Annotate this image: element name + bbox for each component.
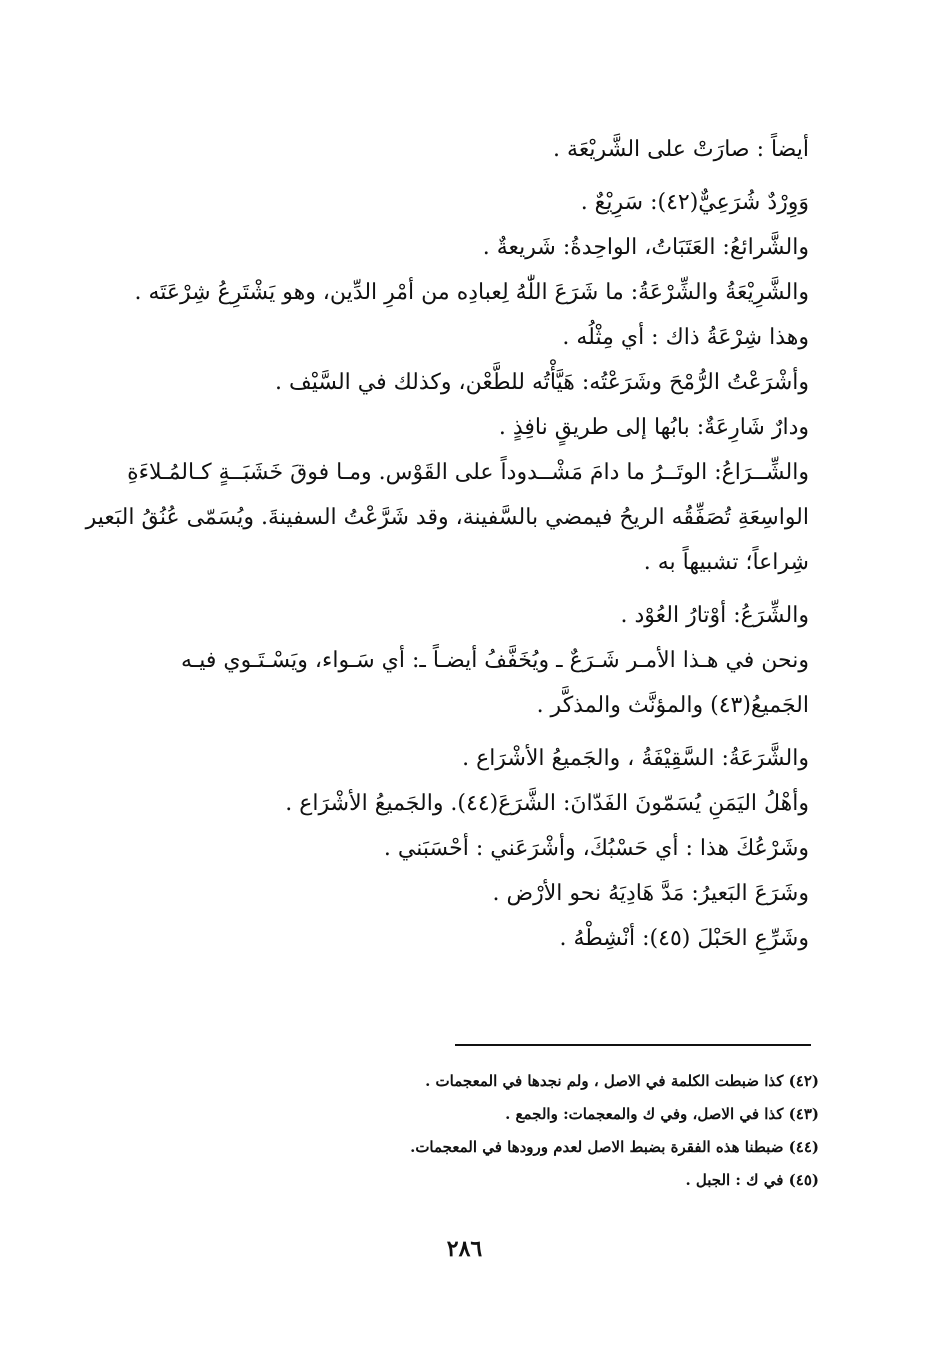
text-line: ودارٌ شَارِعَةٌ: بابُها إلى طريقٍ نافِذٍ . [498, 415, 809, 440]
text-line: وأشْرَعْتُ الرُّمْحَ وشَرَعْتُه: هَيَّأْتُه للطَّعْن، وكذلك في السَّيْف . [274, 370, 809, 395]
text-line: شِراعاً؛ تشبيهاً به . [643, 550, 809, 575]
text-line: وأهْلُ اليَمَنِ يُسَمّونَ الفَدّانَ: الشَّرَعَ(٤٤). والجَميعُ الأشْرَاع . [285, 791, 809, 816]
text-line: أيضاً : صارَتْ على الشَّريْعَة . [553, 137, 809, 162]
text-line: وهذا شِرْعَةُ ذاك : أي مِثْلُه . [562, 325, 809, 350]
text-line: والشَّرائعُ: العَتَبَاتُ، الواحِدةُ: شَريعةٌ . [482, 235, 809, 260]
text-line: والشِّــرَاعُ: الوتَــرُ ما دامَ مَشْــدوداً على القَوْس. ومـا فوقَ خَشَبَــةٍ كـالمُـلاءَةِ [127, 460, 809, 485]
text-line: وشَرَعَ البَعيرُ: مَدَّ هَادِيَهُ نحو الأرْض . [492, 881, 809, 906]
text-line: ونحن في هـذا الأمـر شَـرَعٌ ـ ويُخَفَّفُ أيضـاً ـ: أي سَـواء، ويَسْـتَـوي فيـه [181, 648, 809, 673]
text-line: وَوِرْدٌ شُرَعِيٌّ(٤٢): سَرِيْعٌ . [580, 190, 809, 215]
footnote-separator [455, 1044, 811, 1046]
text-line: والشَّرَعَةُ: السَّقِيْفَةُ ، والجَميعُ الأشْرَاع . [462, 746, 809, 771]
text-line: وشَرِّعِ الحَبْلَ (٤٥): أنْشِطْهُ . [559, 926, 809, 951]
footnote: (٤٣) كذا في الاصل، وفي ك والمعجمات: والجمع . [505, 1105, 819, 1123]
text-line: والشَّرِيْعَةُ والشِّرْعَةُ: ما شَرَعَ اللّٰهُ لِعبادِه من أمْرِ الدِّين، وهو يَشْتَرِعُ شِرْعَتَه . [134, 280, 809, 305]
footnotes [219, 1065, 819, 1197]
text-line: وشَرْعُكَ هذا : أي حَسْبُكَ، وأشْرَعَني : أحْسَبَني . [383, 836, 809, 861]
text-line: الجَميعُ(٤٣) والمؤنَّث والمذكَّر . [536, 693, 809, 718]
footnote: (٤٥) في ك : الجبل . [685, 1171, 819, 1189]
footnote: (٤٤) ضبطنا هذه الفقرة بضبط الاصل لعدم ورودها في المعجمات. [410, 1138, 819, 1156]
body-text [85, 127, 809, 961]
text-line: والشِّرَعُ: أوْتارُ العُوْد . [620, 603, 809, 628]
footnote: (٤٢) كذا ضبطت الكلمة في الاصل ، ولم نجدها في المعجمات . [425, 1072, 819, 1090]
page-number: ٢٨٦ [446, 1236, 483, 1262]
text-line: الواسِعَةِ تُصَفِّقُه الريحُ فيمضي بالسَّفينة، وقد شَرَّعْتُ السفينةَ. ويُسَمّى عُنُقُ البَعير [85, 505, 809, 530]
